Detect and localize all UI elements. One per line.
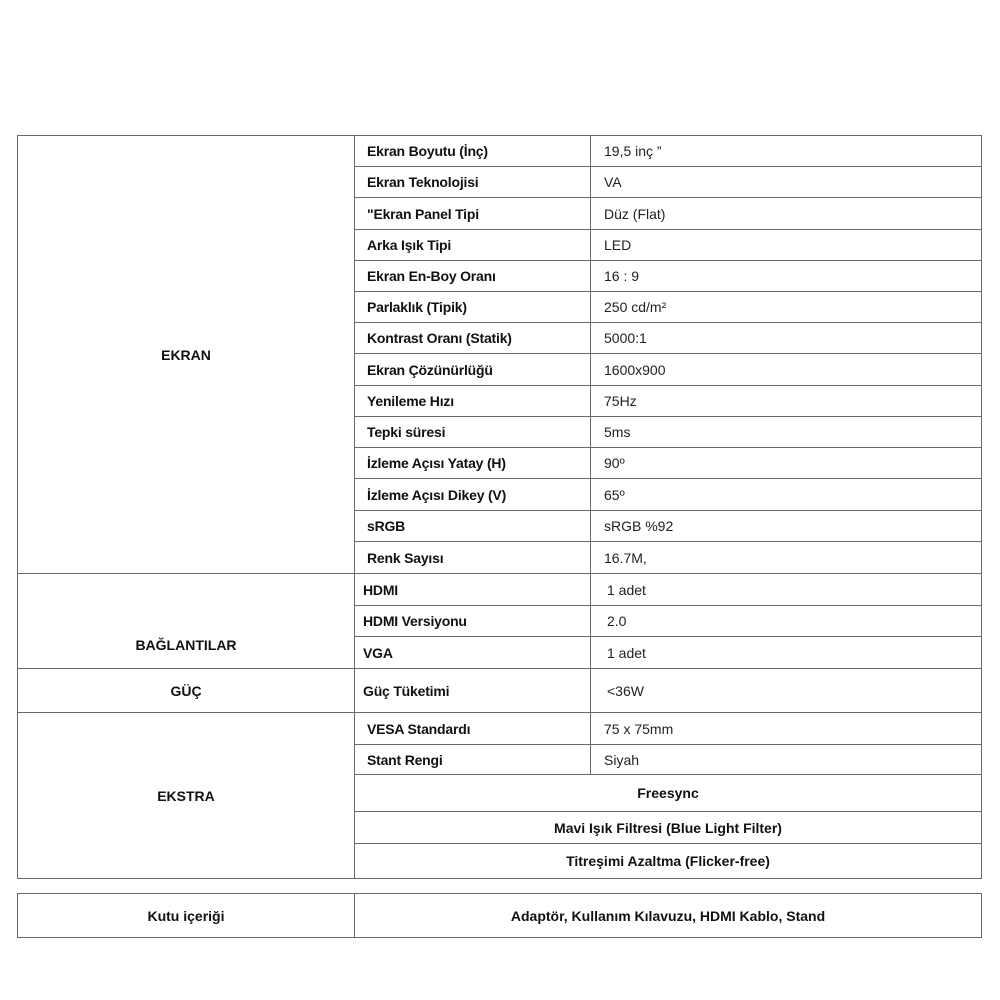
spec-value: 75 x 75mm [591,713,982,745]
spec-row [18,574,982,606]
feature-freesync: Freesync [355,775,982,812]
spec-value: 16 : 9 [591,261,982,292]
group-ekran [18,136,355,574]
spec-label: HDMI Versiyonu [355,606,591,637]
spec-label: Parlaklık (Tipik) [355,292,591,323]
spec-value: 1 adet [591,574,982,606]
feature-flicker-free: Titreşimi Azaltma (Flicker-free) [355,844,982,879]
spec-value: 250 cd/m² [591,292,982,323]
box-contents-table [17,893,982,938]
spec-label: Yenileme Hızı [355,386,591,417]
box-contents-value: Adaptör, Kullanım Kılavuzu, HDMI Kablo, Stand [355,894,982,938]
spec-label: İzleme Açısı Yatay (H) [355,448,591,479]
spec-value: 16.7M, [591,542,982,574]
spec-value: 5ms [591,417,982,448]
box-contents-label: Kutu içeriği [18,894,355,938]
spec-value: 5000:1 [591,323,982,354]
spec-value: LED [591,230,982,261]
spec-label: Ekran Teknolojisi [355,167,591,198]
spec-value: <36W [591,669,982,713]
spec-table [17,135,982,879]
spec-label: VESA Standardı [355,713,591,745]
spec-row [18,669,982,713]
spec-label: Güç Tüketimi [355,669,591,713]
spec-value: 19,5 inç ” [591,136,982,167]
spec-label: Ekran Çözünürlüğü [355,354,591,386]
group-title: GÜÇ [170,682,202,699]
spec-label: İzleme Açısı Dikey (V) [355,479,591,511]
spec-value: 1600x900 [591,354,982,386]
spec-label: sRGB [355,511,591,542]
spec-label: Renk Sayısı [355,542,591,574]
spec-value: 2.0 [591,606,982,637]
spec-label: Ekran Boyutu (İnç) [355,136,591,167]
spec-value: 75Hz [591,386,982,417]
box-contents-row [18,894,982,938]
spec-label: Tepki süresi [355,417,591,448]
spec-row [18,713,982,745]
spec-label: Ekran En-Boy Oranı [355,261,591,292]
feature-blue-light-filter: Mavi Işık Filtresi (Blue Light Filter) [355,812,982,844]
spec-label: Arka Işık Tipi [355,230,591,261]
group-ekstra [18,713,355,879]
group-title: BAĞLANTILAR [135,637,237,653]
spec-label: VGA [355,637,591,669]
group-guc [18,669,355,713]
spec-row [18,136,982,167]
spec-label: Kontrast Oranı (Statik) [355,323,591,354]
spec-value: sRGB %92 [591,511,982,542]
spec-label: "Ekran Panel Tipi [355,198,591,230]
spec-value: 1 adet [591,637,982,669]
spec-value: Düz (Flat) [591,198,982,230]
spec-label: HDMI [355,574,591,606]
spec-value: Siyah [591,745,982,775]
group-baglantilar [18,574,355,669]
group-title: EKSTRA [157,787,215,804]
spec-label: Stant Rengi [355,745,591,775]
spec-value: 65º [591,479,982,511]
group-title: EKRAN [161,346,211,363]
spec-value: VA [591,167,982,198]
spec-value: 90º [591,448,982,479]
